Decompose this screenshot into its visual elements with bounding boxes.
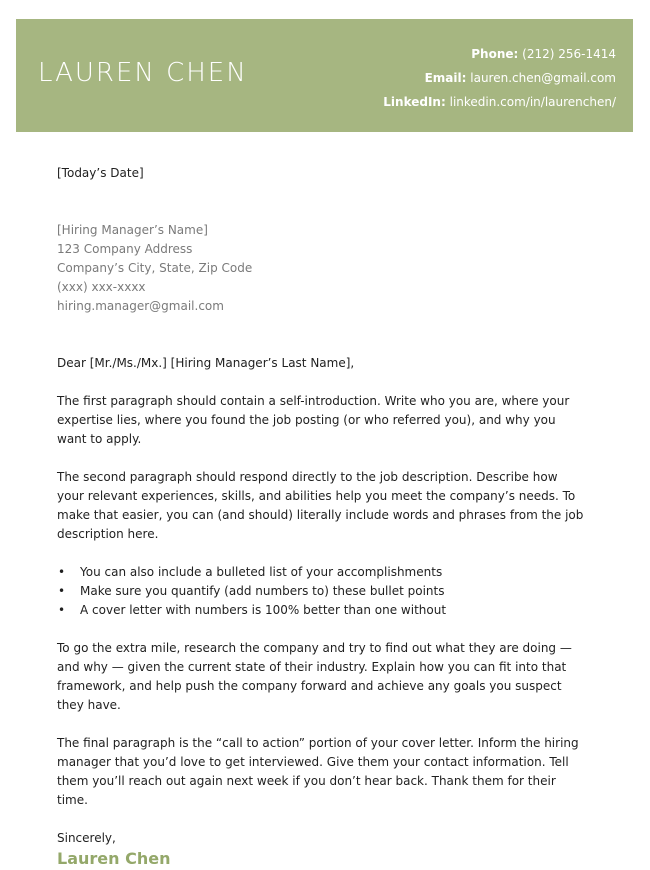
applicant-name: LAUREN CHEN — [38, 58, 248, 88]
bullet-icon: • — [58, 603, 66, 617]
phone-label: Phone: — [471, 47, 519, 61]
phone-value: (212) 256-1414 — [522, 47, 616, 61]
contact-linkedin — [383, 90, 616, 114]
bullet-icon: • — [58, 584, 66, 598]
email-value: lauren.chen@gmail.com — [470, 71, 616, 85]
letter-body — [57, 164, 587, 870]
accomplishment-list — [57, 563, 587, 620]
bullet-icon: • — [58, 565, 66, 579]
recipient-block — [57, 221, 587, 316]
linkedin-value: linkedin.com/in/laurenchen/ — [449, 95, 616, 109]
list-item: • A cover letter with numbers is 100% better than one without — [57, 601, 587, 620]
list-item: • Make sure you quantify (add numbers to) these bullet points — [57, 582, 587, 601]
contact-email — [383, 66, 616, 90]
list-item: • You can also include a bulleted list of your accomplishments — [57, 563, 587, 582]
paragraph-experience: The second paragraph should respond directly to the job description. Describe how your relevant experiences, skills, and abilities help you meet the company’s needs. To make that easier, you can (and should) literally include words and phrases from the job description here. — [57, 470, 584, 541]
email-label: Email: — [424, 71, 467, 85]
signature: Lauren Chen — [57, 849, 171, 868]
salutation: Dear [Mr./Ms./Mx.] [Hiring Manager’s Last Name], — [57, 356, 355, 370]
letter-date: [Today’s Date] — [57, 166, 144, 180]
header-banner — [16, 19, 633, 132]
recipient-city: Company’s City, State, Zip Code — [57, 261, 253, 275]
recipient-address: 123 Company Address — [57, 242, 193, 256]
paragraph-call-to-action: The final paragraph is the “call to action” portion of your cover letter. Inform the hiring manager that you’d love to get interviewed. Give them your contact information. Tell them you’ll reach out again next week if you don’t hear back. Thank them for their time. — [57, 736, 579, 807]
contact-info — [383, 42, 616, 114]
linkedin-label: LinkedIn: — [383, 95, 446, 109]
paragraph-research: To go the extra mile, research the company and try to find out what they are doing — and why — given the current state of their industry. Explain how you can fit into that framework, and help push the company forward and achieve any goals you suspect they have. — [57, 641, 572, 712]
recipient-phone: (xxx) xxx-xxxx — [57, 280, 146, 294]
recipient-email: hiring.manager@gmail.com — [57, 299, 224, 313]
paragraph-intro: The first paragraph should contain a self-introduction. Write who you are, where your expertise lies, where you found the job posting (or who referred you), and why you want to apply. — [57, 394, 570, 446]
closing: Sincerely, — [57, 831, 116, 845]
recipient-name: [Hiring Manager’s Name] — [57, 223, 208, 237]
contact-phone — [383, 42, 616, 66]
